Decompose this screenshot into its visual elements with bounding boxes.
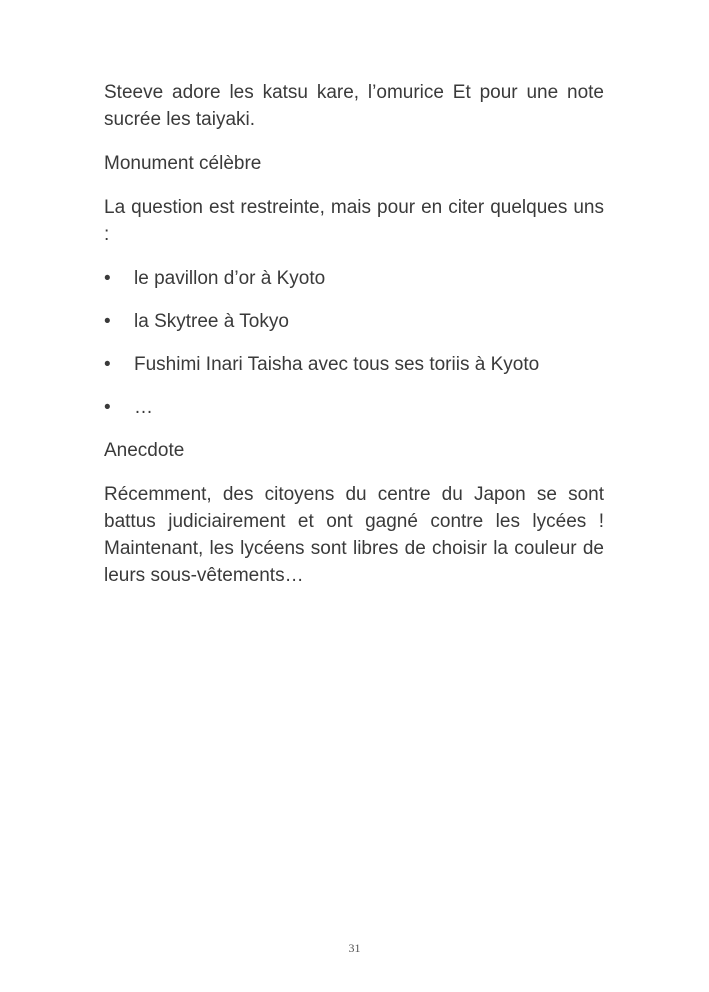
list-item bbox=[104, 265, 604, 292]
bullet-icon: • bbox=[104, 268, 111, 289]
list-item bbox=[104, 394, 604, 421]
monument-heading: Monument célèbre bbox=[104, 153, 262, 174]
list-item-text: Fushimi Inari Taisha avec tous ses toriis à Kyoto bbox=[134, 354, 540, 375]
bullet-icon: • bbox=[104, 397, 111, 418]
page-number: 31 bbox=[348, 941, 361, 955]
anecdote-paragraph: Récemment, des citoyens du centre du Japon se sont battus judiciairement et ont gagné contre les lycées ! Maintenant, les lycéens sont libres de choisir la couleur de leurs sous-vêtements… bbox=[104, 484, 604, 586]
monument-list bbox=[104, 265, 604, 421]
list-item bbox=[104, 308, 604, 335]
list-item bbox=[104, 351, 604, 378]
anecdote-heading: Anecdote bbox=[104, 440, 185, 461]
bullet-icon: • bbox=[104, 311, 111, 332]
bullet-icon: • bbox=[104, 354, 111, 375]
list-item-text: le pavillon d’or à Kyoto bbox=[134, 268, 326, 289]
intro-paragraph: Steeve adore les katsu kare, l’omurice Et pour une note sucrée les taiyaki. bbox=[104, 82, 604, 130]
page-content bbox=[104, 79, 604, 606]
list-item-text: la Skytree à Tokyo bbox=[134, 311, 289, 332]
list-item-text: … bbox=[134, 397, 153, 418]
monument-paragraph: La question est restreinte, mais pour en citer quelques uns : bbox=[104, 197, 604, 245]
